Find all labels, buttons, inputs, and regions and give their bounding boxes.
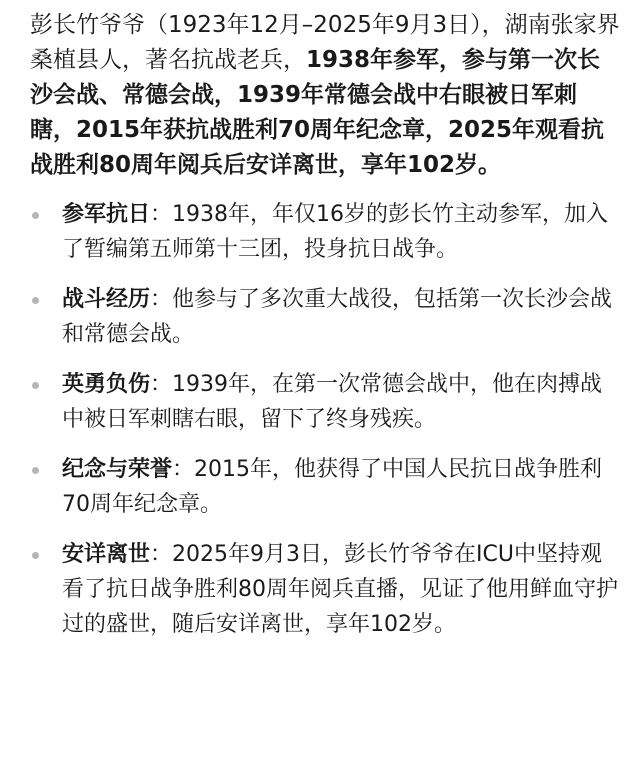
bullet-separator: ：	[150, 372, 173, 397]
bullet-text: 1938年，年仅16岁的彭长竹主动参军，加入了暂编第五师第十三团，投身抗日战争。	[62, 202, 609, 262]
bullet-separator: ：	[172, 457, 195, 482]
list-item	[30, 537, 620, 642]
bullet-text: 2015年，他获得了中国人民抗日战争胜利70周年纪念章。	[62, 457, 603, 517]
bullet-title: 战斗经历	[62, 287, 151, 312]
bullet-list	[30, 197, 620, 642]
bullet-text: 他参与了多次重大战役，包括第一次长沙会战和常德会战。	[62, 287, 613, 347]
bullet-title: 纪念与荣誉	[62, 457, 173, 482]
intro-plain-text: 彭长竹爷爷（1923年12月–2025年9月3日），湖南张家界桑植县人，著名抗战老兵，	[30, 12, 620, 73]
bullet-dot-icon	[32, 552, 39, 559]
bullet-text: 1939年，在第一次常德会战中，他在肉搏战中被日军刺瞎右眼，留下了终身残疾。	[62, 372, 603, 432]
bullet-separator: ：	[150, 287, 173, 312]
bullet-dot-icon	[32, 467, 39, 474]
bullet-dot-icon	[32, 382, 39, 389]
intro-bold-text: 1938年参军，参与第一次长沙会战、常德会战，1939年常德会战中右眼被日军刺瞎，2015年获抗战胜利70周年纪念章，2025年观看抗战胜利80周年阅兵后安详离世，享年102岁。	[30, 47, 605, 178]
bullet-dot-icon	[32, 212, 39, 219]
bullet-title: 参军抗日	[62, 202, 151, 227]
bullet-title: 英勇负伤	[62, 372, 151, 397]
intro-paragraph	[30, 8, 620, 183]
bullet-dot-icon	[32, 297, 39, 304]
list-item	[30, 197, 620, 267]
bullet-text: 2025年9月3日，彭长竹爷爷在ICU中坚持观看了抗日战争胜利80周年阅兵直播，见证了他用鲜血守护过的盛世，随后安详离世，享年102岁。	[62, 542, 618, 637]
list-item	[30, 367, 620, 437]
list-item	[30, 452, 620, 522]
bullet-separator: ：	[150, 542, 173, 567]
bullet-title: 安详离世	[62, 542, 151, 567]
bullet-separator: ：	[150, 202, 173, 227]
list-item	[30, 282, 620, 352]
